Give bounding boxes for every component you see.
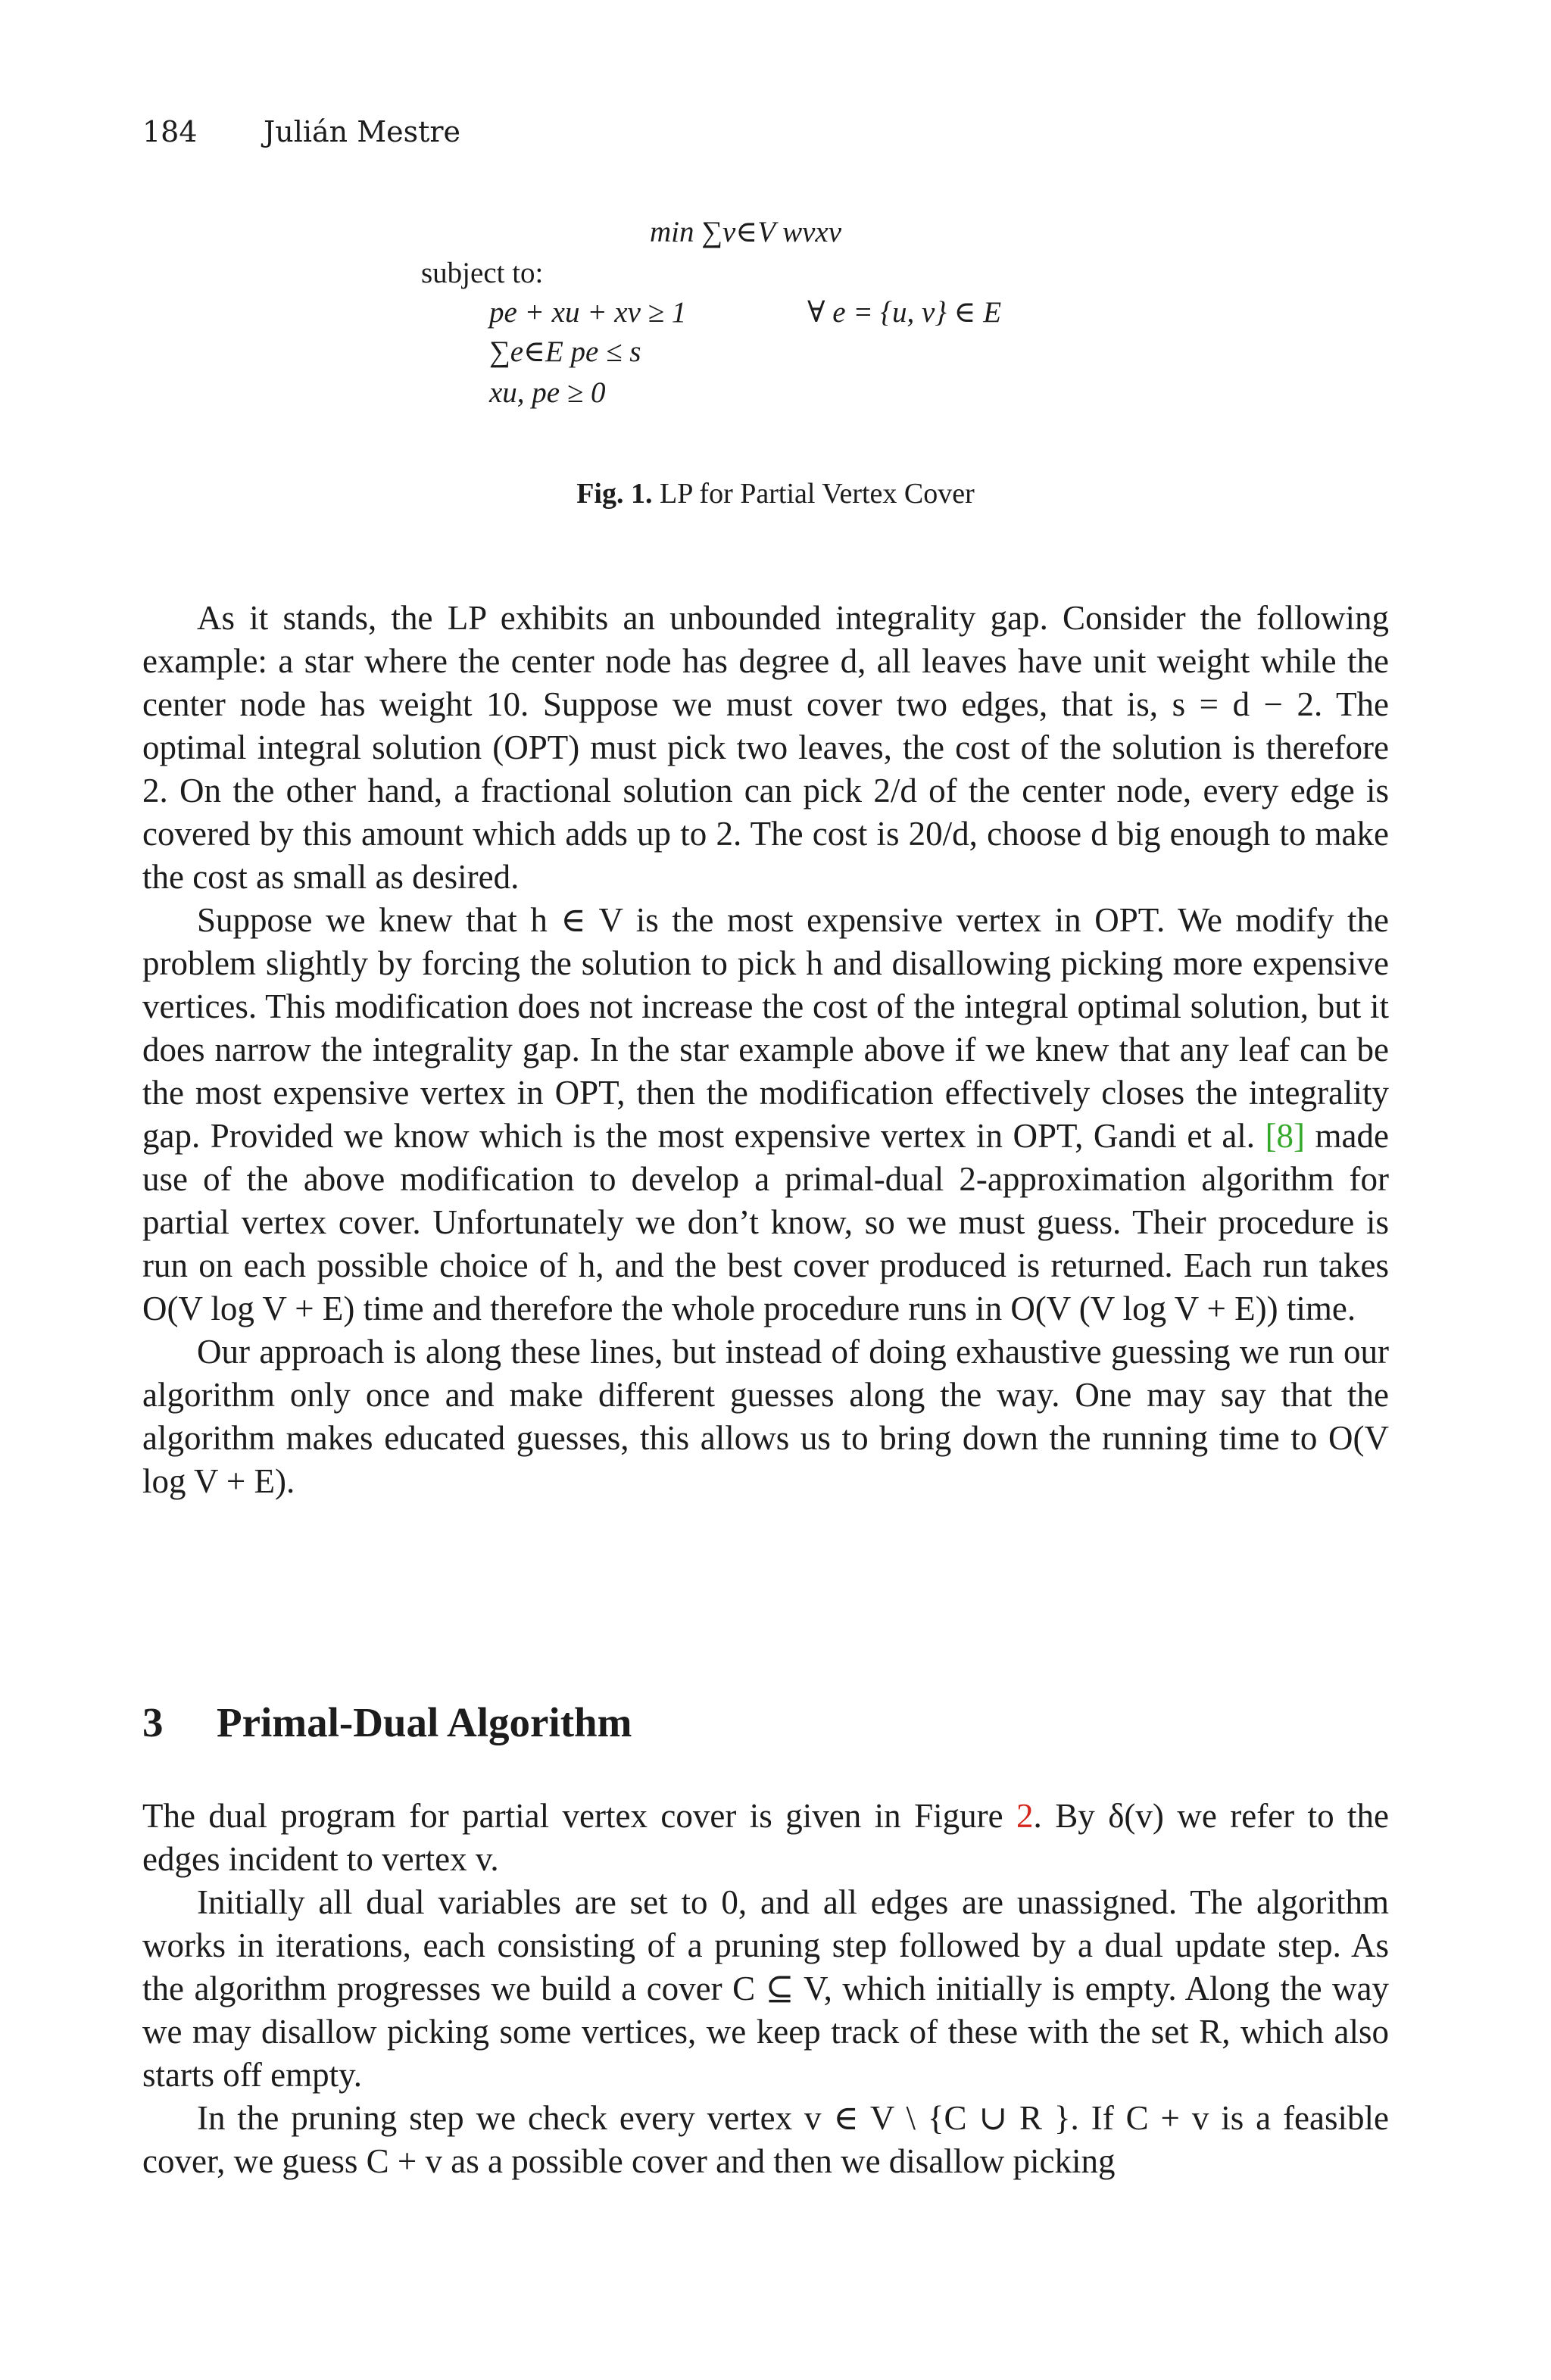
body-block-1 — [142, 597, 1389, 1503]
lp-subject-to: subject to: — [421, 257, 544, 289]
figure-label: Fig. 1. — [576, 478, 653, 510]
lp-constraint-quantifier: ∀ e = {u, v} ∈ E — [807, 296, 1002, 329]
figure-caption — [0, 476, 1551, 512]
citation-link[interactable]: [8] — [1265, 1117, 1306, 1155]
lp-constraint-budget: ∑e∈E pe ≤ s — [489, 335, 641, 368]
paragraph-initialization: Initially all dual variables are set to 0, and all edges are unassigned. The algorithm works in iterations, each consisting of a pruning step followed by a dual update step. As the algorithm progresses we build a cover C ⊆ V, which initially is empty. Along the way we may disallow picking some vertices, we keep track of these with the set R, which also starts off empty. — [142, 1883, 1389, 2094]
figure-caption-text: LP for Partial Vertex Cover — [659, 478, 975, 510]
paragraph-pruning-step: In the pruning step we check every vertex v ∈ V \ {C ∪ R }. If C + v is a feasible cover, we guess C + v as a possible cover and then we disallow picking — [142, 2099, 1389, 2180]
body-block-2 — [142, 1795, 1389, 2183]
paragraph-approach: Our approach is along these lines, but instead of doing exhaustive guessing we run our algorithm only once and make different guesses along the way. One may say that the algorithm makes educated guesses, this allows us to bring down the running time to O(V log V + E). — [142, 1333, 1389, 1500]
lp-constraint-cover: pe + xu + xv ≥ 1 — [489, 296, 687, 329]
paragraph-integrality-gap: As it stands, the LP exhibits an unbounded integrality gap. Consider the following example: a star where the center node has degree d, all leaves have unit weight while the center node has weight 10. Suppose we must cover two edges, that is, s = d − 2. The optimal integral solution (OPT) must pick two leaves, the cost of the solution is therefore 2. On the other hand, a fractional solution can pick 2/d of the center node, every edge is covered by this amount which adds up to 2. The cost is 20/d, choose d big enough to make the cost as small as desired. — [142, 599, 1389, 896]
paragraph-text: . By δ(v) we refer to the edges incident to vertex v. — [142, 1797, 1390, 1878]
paragraph-text: The dual program for partial vertex cover is given in Figure — [142, 1797, 1003, 1835]
paragraph-text: made use of the above modification to develop a primal-dual 2-approximation algorithm for partial vertex cover. Unfortunately we don’t know, so we must guess. Their procedure is run on each possible choice of h, and the best cover produced is returned. Each run takes O(V log V + E) time and therefore the whole procedure runs in O(V (V log V + E)) time. — [142, 1117, 1389, 1327]
lp-constraint-nonneg: xu, pe ≥ 0 — [489, 376, 606, 409]
section-title: Primal-Dual Algorithm — [217, 1699, 632, 1745]
running-header — [142, 114, 460, 150]
author-name: Julián Mestre — [264, 115, 461, 148]
paragraph-guess-expensive-vertex — [142, 899, 1389, 1330]
section-number: 3 — [142, 1699, 164, 1745]
lp-objective: min ∑v∈V wvxv — [650, 216, 842, 248]
page-number: 184 — [142, 115, 198, 148]
section-heading — [142, 1696, 632, 1749]
figure-link[interactable]: 2 — [1016, 1797, 1034, 1835]
paragraph-dual-program — [142, 1795, 1389, 1881]
paragraph-text: Suppose we knew that h ∈ V is the most expensive vertex in OPT. We modify the problem slightly by forcing the solution to pick h and disallowing picking more expensive vertices. This modification does not increase the cost of the integral optimal solution, but it does narrow the integrality gap. In the star example above if we knew that any leaf can be the most expensive vertex in OPT, then the modification effectively closes the integrality gap. Provided we know which is the most expensive vertex in OPT, Gandi et al. — [142, 901, 1389, 1155]
